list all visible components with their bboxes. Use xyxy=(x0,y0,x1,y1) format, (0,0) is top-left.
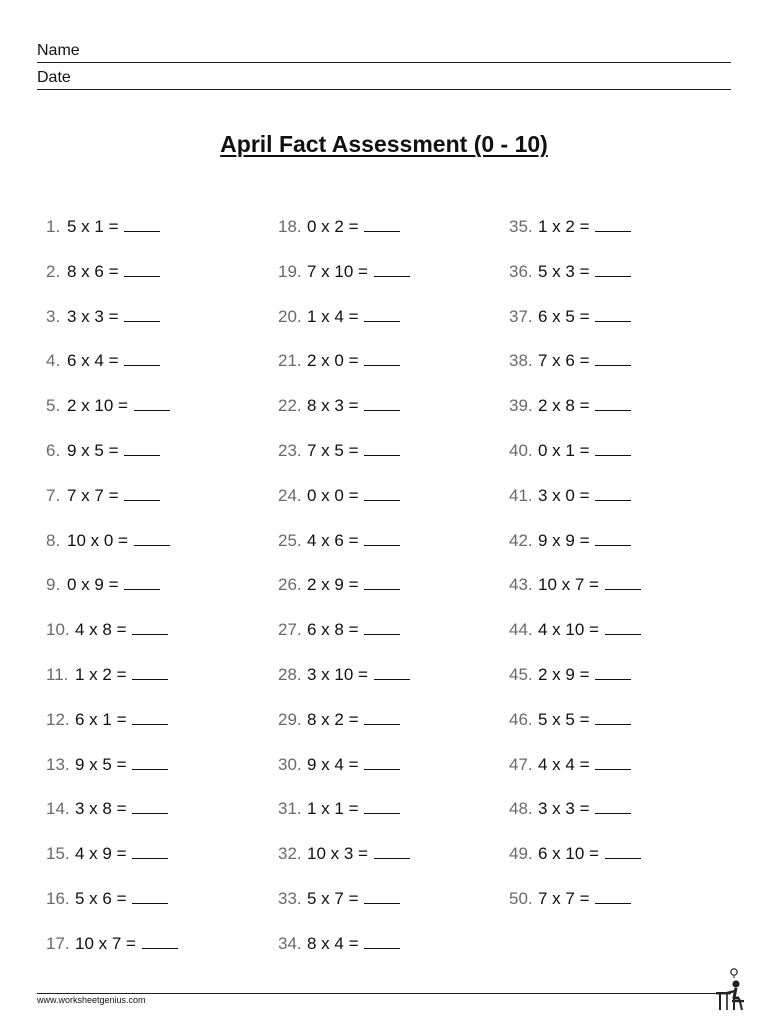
answer-blank[interactable] xyxy=(374,840,410,859)
problem-35 xyxy=(509,213,631,237)
answer-blank[interactable] xyxy=(132,840,168,859)
problem-expression: 9 x 9 xyxy=(538,530,575,550)
problem-34 xyxy=(278,930,400,954)
problem-19 xyxy=(278,258,410,282)
answer-blank[interactable] xyxy=(124,303,160,322)
equals-sign: = xyxy=(579,530,590,550)
answer-blank[interactable] xyxy=(595,437,631,456)
equals-sign: = xyxy=(348,351,359,371)
equals-sign: = xyxy=(589,844,599,864)
problem-48 xyxy=(509,795,631,819)
problem-16 xyxy=(46,885,168,909)
problem-number: 9. xyxy=(46,575,61,595)
answer-blank[interactable] xyxy=(132,616,168,635)
problem-expression: 3 x 10 xyxy=(307,665,354,684)
problem-expression: 7 x 5 xyxy=(307,441,344,460)
equals-sign: = xyxy=(348,933,359,953)
problem-37 xyxy=(509,303,631,327)
problem-expression: 5 x 7 xyxy=(307,889,344,908)
equals-sign: = xyxy=(116,754,127,774)
problem-36 xyxy=(509,258,631,282)
problem-8 xyxy=(46,527,170,551)
problem-expression: 6 x 8 xyxy=(307,620,344,640)
answer-blank[interactable] xyxy=(364,885,400,904)
problem-14 xyxy=(46,795,168,819)
problem-expression: 2 x 10 xyxy=(67,396,114,416)
date-field[interactable] xyxy=(37,67,731,90)
problem-number: 15. xyxy=(46,844,70,864)
answer-blank[interactable] xyxy=(364,616,400,635)
problem-2 xyxy=(46,258,160,282)
equals-sign: = xyxy=(579,441,590,460)
problem-number: 36. xyxy=(509,261,533,281)
answer-blank[interactable] xyxy=(374,258,410,277)
problem-expression: 5 x 3 xyxy=(538,261,575,281)
answer-blank[interactable] xyxy=(124,258,160,277)
problem-43 xyxy=(509,571,641,595)
problem-number: 8. xyxy=(46,530,61,550)
equals-sign: = xyxy=(348,709,359,729)
answer-blank[interactable] xyxy=(142,930,178,949)
problem-number: 31. xyxy=(278,799,302,819)
equals-sign: = xyxy=(116,799,127,819)
answer-blank[interactable] xyxy=(364,571,400,590)
answer-blank[interactable] xyxy=(595,795,631,814)
problem-expression: 3 x 0 xyxy=(538,485,575,505)
equals-sign: = xyxy=(348,799,359,819)
equals-sign: = xyxy=(116,665,127,684)
problem-47 xyxy=(509,751,631,775)
answer-blank[interactable] xyxy=(364,930,400,949)
name-field[interactable] xyxy=(37,40,731,63)
problem-45 xyxy=(509,661,631,685)
answer-blank[interactable] xyxy=(595,661,631,680)
problem-5 xyxy=(46,392,170,416)
problem-expression: 4 x 8 xyxy=(75,620,112,640)
problem-21 xyxy=(278,347,400,371)
problem-number: 25. xyxy=(278,530,302,550)
problem-expression: 1 x 4 xyxy=(307,306,344,326)
answer-blank[interactable] xyxy=(124,482,160,501)
problem-22 xyxy=(278,392,400,416)
problem-expression: 1 x 2 xyxy=(538,217,575,236)
problem-expression: 0 x 9 xyxy=(67,575,104,595)
problem-number: 34. xyxy=(278,933,302,953)
problem-number: 35. xyxy=(509,217,533,236)
equals-sign: = xyxy=(126,933,136,953)
answer-blank[interactable] xyxy=(605,840,641,859)
problem-number: 45. xyxy=(509,665,533,684)
problem-expression: 2 x 0 xyxy=(307,351,344,371)
problem-number: 50. xyxy=(509,889,533,908)
equals-sign: = xyxy=(108,217,119,236)
problem-33 xyxy=(278,885,400,909)
equals-sign: = xyxy=(579,351,590,371)
equals-sign: = xyxy=(579,396,590,416)
problem-expression: 1 x 1 xyxy=(307,799,344,819)
name-label: Name xyxy=(37,42,80,59)
equals-sign: = xyxy=(348,620,359,640)
answer-blank[interactable] xyxy=(132,751,168,770)
problem-39 xyxy=(509,392,631,416)
problem-10 xyxy=(46,616,168,640)
equals-sign: = xyxy=(358,844,368,864)
problem-20 xyxy=(278,303,400,327)
answer-blank[interactable] xyxy=(595,303,631,322)
problem-4 xyxy=(46,347,160,371)
problem-11 xyxy=(46,661,168,685)
problem-number: 24. xyxy=(278,485,302,505)
problem-expression: 6 x 5 xyxy=(538,306,575,326)
problem-expression: 0 x 0 xyxy=(307,485,344,505)
problem-6 xyxy=(46,437,160,461)
problem-number: 11. xyxy=(46,665,69,684)
equals-sign: = xyxy=(116,709,127,729)
problem-number: 10. xyxy=(46,620,70,640)
problem-number: 13. xyxy=(46,754,70,774)
problem-expression: 9 x 5 xyxy=(75,754,112,774)
problem-number: 6. xyxy=(46,441,61,460)
equals-sign: = xyxy=(579,665,590,684)
problem-26 xyxy=(278,571,400,595)
problem-number: 12. xyxy=(46,709,70,729)
problem-expression: 8 x 3 xyxy=(307,396,344,416)
problem-42 xyxy=(509,527,631,551)
problem-9 xyxy=(46,571,160,595)
problem-number: 29. xyxy=(278,709,302,729)
problem-41 xyxy=(509,482,631,506)
equals-sign: = xyxy=(108,441,119,460)
problem-expression: 6 x 10 xyxy=(538,844,585,864)
equals-sign: = xyxy=(579,709,590,729)
problem-expression: 10 x 7 xyxy=(75,933,122,953)
problem-number: 18. xyxy=(278,217,302,236)
equals-sign: = xyxy=(348,889,359,908)
problem-expression: 0 x 1 xyxy=(538,441,575,460)
problem-31 xyxy=(278,795,400,819)
problem-number: 39. xyxy=(509,396,533,416)
equals-sign: = xyxy=(348,530,359,550)
equals-sign: = xyxy=(116,889,127,908)
problem-13 xyxy=(46,751,168,775)
problem-number: 22. xyxy=(278,396,302,416)
answer-blank[interactable] xyxy=(364,392,400,411)
problem-expression: 2 x 8 xyxy=(538,396,575,416)
equals-sign: = xyxy=(348,754,359,774)
problem-expression: 4 x 9 xyxy=(75,844,112,864)
answer-blank[interactable] xyxy=(605,616,641,635)
equals-sign: = xyxy=(348,441,359,460)
equals-sign: = xyxy=(589,620,599,640)
problem-expression: 3 x 8 xyxy=(75,799,112,819)
equals-sign: = xyxy=(358,665,368,684)
problem-expression: 0 x 2 xyxy=(307,217,344,236)
equals-sign: = xyxy=(348,575,359,595)
equals-sign: = xyxy=(108,306,119,326)
equals-sign: = xyxy=(348,217,359,236)
problem-expression: 7 x 6 xyxy=(538,351,575,371)
problem-number: 26. xyxy=(278,575,302,595)
problem-38 xyxy=(509,347,631,371)
problem-number: 33. xyxy=(278,889,302,908)
problem-expression: 4 x 6 xyxy=(307,530,344,550)
equals-sign: = xyxy=(579,306,590,326)
problem-expression: 7 x 10 xyxy=(307,261,354,281)
problem-expression: 5 x 1 xyxy=(67,217,104,236)
answer-blank[interactable] xyxy=(364,347,400,366)
problem-27 xyxy=(278,616,400,640)
answer-blank[interactable] xyxy=(595,527,631,546)
equals-sign: = xyxy=(579,261,590,281)
problem-expression: 8 x 4 xyxy=(307,933,344,953)
problem-number: 27. xyxy=(278,620,302,640)
equals-sign: = xyxy=(579,485,590,505)
equals-sign: = xyxy=(358,261,368,281)
problem-expression: 2 x 9 xyxy=(307,575,344,595)
problem-expression: 8 x 6 xyxy=(67,261,104,281)
problem-expression: 9 x 5 xyxy=(67,441,104,460)
problem-expression: 2 x 9 xyxy=(538,665,575,684)
answer-blank[interactable] xyxy=(124,347,160,366)
equals-sign: = xyxy=(589,575,599,595)
equals-sign: = xyxy=(116,620,127,640)
equals-sign: = xyxy=(116,844,127,864)
problem-18 xyxy=(278,213,400,237)
problem-50 xyxy=(509,885,631,909)
worksheet-title: April Fact Assessment (0 - 10) xyxy=(220,131,548,157)
equals-sign: = xyxy=(579,754,590,774)
equals-sign: = xyxy=(108,575,119,595)
answer-blank[interactable] xyxy=(605,571,641,590)
answer-blank[interactable] xyxy=(595,258,631,277)
answer-blank[interactable] xyxy=(124,571,160,590)
answer-blank[interactable] xyxy=(364,751,400,770)
equals-sign: = xyxy=(118,396,128,416)
problem-23 xyxy=(278,437,400,461)
equals-sign: = xyxy=(108,485,119,505)
problem-number: 41. xyxy=(509,485,533,505)
answer-blank[interactable] xyxy=(595,482,631,501)
answer-blank[interactable] xyxy=(132,706,168,725)
problem-number: 20. xyxy=(278,306,302,326)
problem-29 xyxy=(278,706,400,730)
answer-blank[interactable] xyxy=(134,527,170,546)
answer-blank[interactable] xyxy=(364,437,400,456)
problem-number: 28. xyxy=(278,665,302,684)
answer-blank[interactable] xyxy=(132,661,168,680)
equals-sign: = xyxy=(579,799,590,819)
problem-number: 48. xyxy=(509,799,533,819)
problem-number: 47. xyxy=(509,754,533,774)
problem-number: 42. xyxy=(509,530,533,550)
problem-expression: 7 x 7 xyxy=(67,485,104,505)
problem-expression: 5 x 5 xyxy=(538,709,575,729)
problem-3 xyxy=(46,303,160,327)
problem-expression: 5 x 6 xyxy=(75,889,112,908)
problem-expression: 3 x 3 xyxy=(538,799,575,819)
problem-15 xyxy=(46,840,168,864)
problem-49 xyxy=(509,840,641,864)
student-at-desk-icon xyxy=(712,966,748,1012)
problem-expression: 6 x 4 xyxy=(67,351,104,371)
problem-28 xyxy=(278,661,410,685)
answer-blank[interactable] xyxy=(132,795,168,814)
problem-number: 7. xyxy=(46,485,61,505)
problem-expression: 10 x 0 xyxy=(67,530,114,550)
answer-blank[interactable] xyxy=(595,347,631,366)
problem-40 xyxy=(509,437,631,461)
equals-sign: = xyxy=(348,396,359,416)
answer-blank[interactable] xyxy=(364,303,400,322)
problem-46 xyxy=(509,706,631,730)
problem-expression: 8 x 2 xyxy=(307,709,344,729)
equals-sign: = xyxy=(108,351,119,371)
equals-sign: = xyxy=(579,889,590,908)
answer-blank[interactable] xyxy=(124,213,160,232)
problem-17 xyxy=(46,930,178,954)
problem-number: 23. xyxy=(278,441,302,460)
problem-expression: 9 x 4 xyxy=(307,754,344,774)
problem-expression: 4 x 10 xyxy=(538,620,585,640)
problem-expression: 3 x 3 xyxy=(67,306,104,326)
problem-number: 17. xyxy=(46,933,70,953)
equals-sign: = xyxy=(108,261,119,281)
footer-divider xyxy=(37,993,731,994)
problem-number: 16. xyxy=(46,889,70,908)
problem-number: 37. xyxy=(509,306,533,326)
footer-url: www.worksheetgenius.com xyxy=(37,995,146,1005)
answer-blank[interactable] xyxy=(374,661,410,680)
problem-number: 3. xyxy=(46,306,61,326)
problem-number: 5. xyxy=(46,396,61,416)
problem-expression: 10 x 3 xyxy=(307,844,354,864)
problem-number: 40. xyxy=(509,441,533,460)
answer-blank[interactable] xyxy=(595,706,631,725)
problem-7 xyxy=(46,482,160,506)
problem-44 xyxy=(509,616,641,640)
problem-number: 46. xyxy=(509,709,533,729)
problem-25 xyxy=(278,527,400,551)
answer-blank[interactable] xyxy=(595,885,631,904)
answer-blank[interactable] xyxy=(595,751,631,770)
equals-sign: = xyxy=(348,485,359,505)
answer-blank[interactable] xyxy=(364,706,400,725)
problem-number: 38. xyxy=(509,351,533,371)
problem-32 xyxy=(278,840,410,864)
equals-sign: = xyxy=(348,306,359,326)
answer-blank[interactable] xyxy=(134,392,170,411)
answer-blank[interactable] xyxy=(132,885,168,904)
problem-expression: 6 x 1 xyxy=(75,709,112,729)
problem-30 xyxy=(278,751,400,775)
answer-blank[interactable] xyxy=(124,437,160,456)
problem-number: 2. xyxy=(46,261,61,281)
answer-blank[interactable] xyxy=(595,392,631,411)
problem-number: 49. xyxy=(509,844,533,864)
answer-blank[interactable] xyxy=(364,213,400,232)
problem-expression: 7 x 7 xyxy=(538,889,575,908)
problem-number: 21. xyxy=(278,351,302,371)
problem-number: 43. xyxy=(509,575,533,595)
problem-number: 30. xyxy=(278,754,302,774)
answer-blank[interactable] xyxy=(595,213,631,232)
problem-number: 4. xyxy=(46,351,61,371)
answer-blank[interactable] xyxy=(364,527,400,546)
problem-number: 14. xyxy=(46,799,70,819)
problem-number: 19. xyxy=(278,261,302,281)
problem-1 xyxy=(46,213,160,237)
problem-number: 44. xyxy=(509,620,533,640)
problem-24 xyxy=(278,482,400,506)
answer-blank[interactable] xyxy=(364,482,400,501)
problem-expression: 1 x 2 xyxy=(75,665,112,684)
problem-12 xyxy=(46,706,168,730)
equals-sign: = xyxy=(579,217,590,236)
date-label: Date xyxy=(37,69,71,86)
equals-sign: = xyxy=(118,530,128,550)
problem-expression: 10 x 7 xyxy=(538,575,585,595)
problem-expression: 4 x 4 xyxy=(538,754,575,774)
problem-number: 32. xyxy=(278,844,302,864)
problem-number: 1. xyxy=(46,217,61,236)
answer-blank[interactable] xyxy=(364,795,400,814)
